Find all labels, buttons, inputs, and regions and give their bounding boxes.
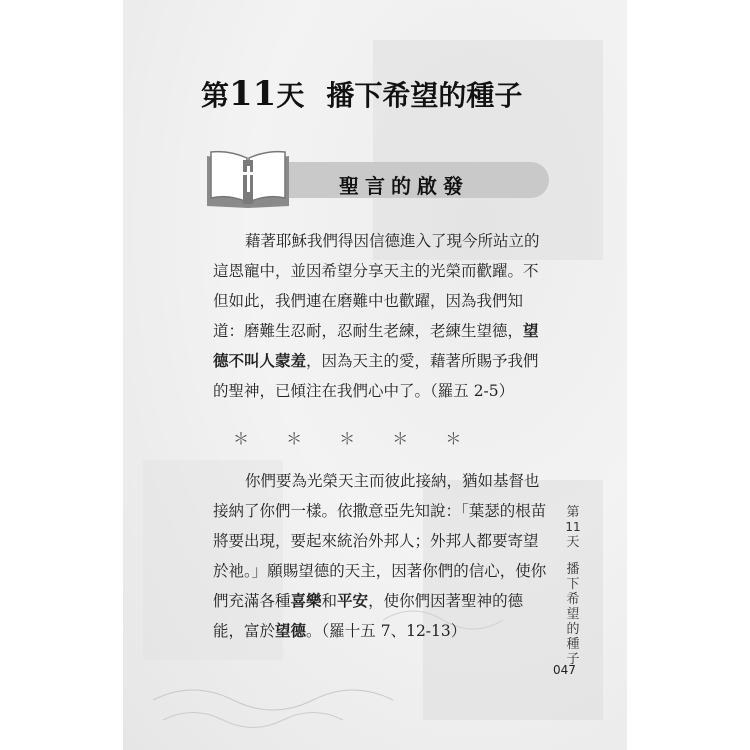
side-title-char: 的	[566, 622, 580, 637]
emphasis-text: 平安	[337, 592, 369, 610]
section-header	[203, 148, 549, 208]
side-day-prefix: 第	[566, 505, 580, 520]
passage-text: ，使你們因著聖神的德能，富於	[213, 592, 524, 640]
side-chapter-tab	[559, 505, 587, 667]
side-title-char: 望	[566, 607, 580, 622]
book-page	[123, 0, 627, 750]
emphasis-text: 望德不叫人蒙羞	[213, 322, 539, 370]
page-number: 047	[553, 663, 576, 677]
passage-text: ，因為天主的愛，藉著所賜予我們的聖神，已傾注在我們心中了。	[213, 352, 539, 400]
scripture-passage-1	[213, 226, 553, 406]
section-label: 聖言的啟發	[339, 174, 469, 198]
side-day-number: 11	[565, 520, 581, 534]
emphasis-text: 望德	[275, 622, 307, 640]
chapter-prefix: 第	[201, 79, 230, 112]
citation: （羅十五 7、12-13）	[321, 622, 467, 640]
scripture-passage-2	[213, 466, 553, 646]
chapter-title	[201, 74, 522, 114]
side-title-char: 希	[566, 592, 580, 607]
chapter-suffix: 天	[276, 79, 305, 112]
side-title-char: 種	[566, 637, 580, 652]
passage-text: 。	[306, 622, 322, 640]
side-title-char: 子	[566, 652, 580, 667]
section-divider: ＊ ＊ ＊ ＊ ＊	[233, 429, 478, 448]
chapter-heading: 播下希望的種子	[326, 79, 523, 112]
passage-text: 藉著耶穌我們得因信德進入了現今所站立的這恩寵中，並因希望分享天主的光榮而歡躍。不但如此，我們連在磨難中也歡躍，因為我們知道：磨難生忍耐，忍耐生老練，老練生望德，	[213, 232, 540, 340]
chapter-number: 11	[229, 74, 277, 114]
citation: （羅五 2-5）	[430, 382, 515, 400]
side-title-char: 下	[566, 577, 580, 592]
emphasis-text: 喜樂	[290, 592, 322, 610]
passage-text: 你們要為光榮天主而彼此接納，猶如基督也接納了你們一樣。依撒意亞先知說：「葉瑟的根苗將要出現，要起來統治外邦人；外邦人都要寄望於祂。」願賜望德的天主，因著你們的信心，使你們充滿各種	[213, 472, 547, 610]
side-title-char: 播	[566, 562, 580, 577]
side-day-suffix: 天	[566, 535, 580, 550]
passage-text: 和	[321, 592, 338, 610]
bible-cross-icon	[203, 148, 293, 208]
